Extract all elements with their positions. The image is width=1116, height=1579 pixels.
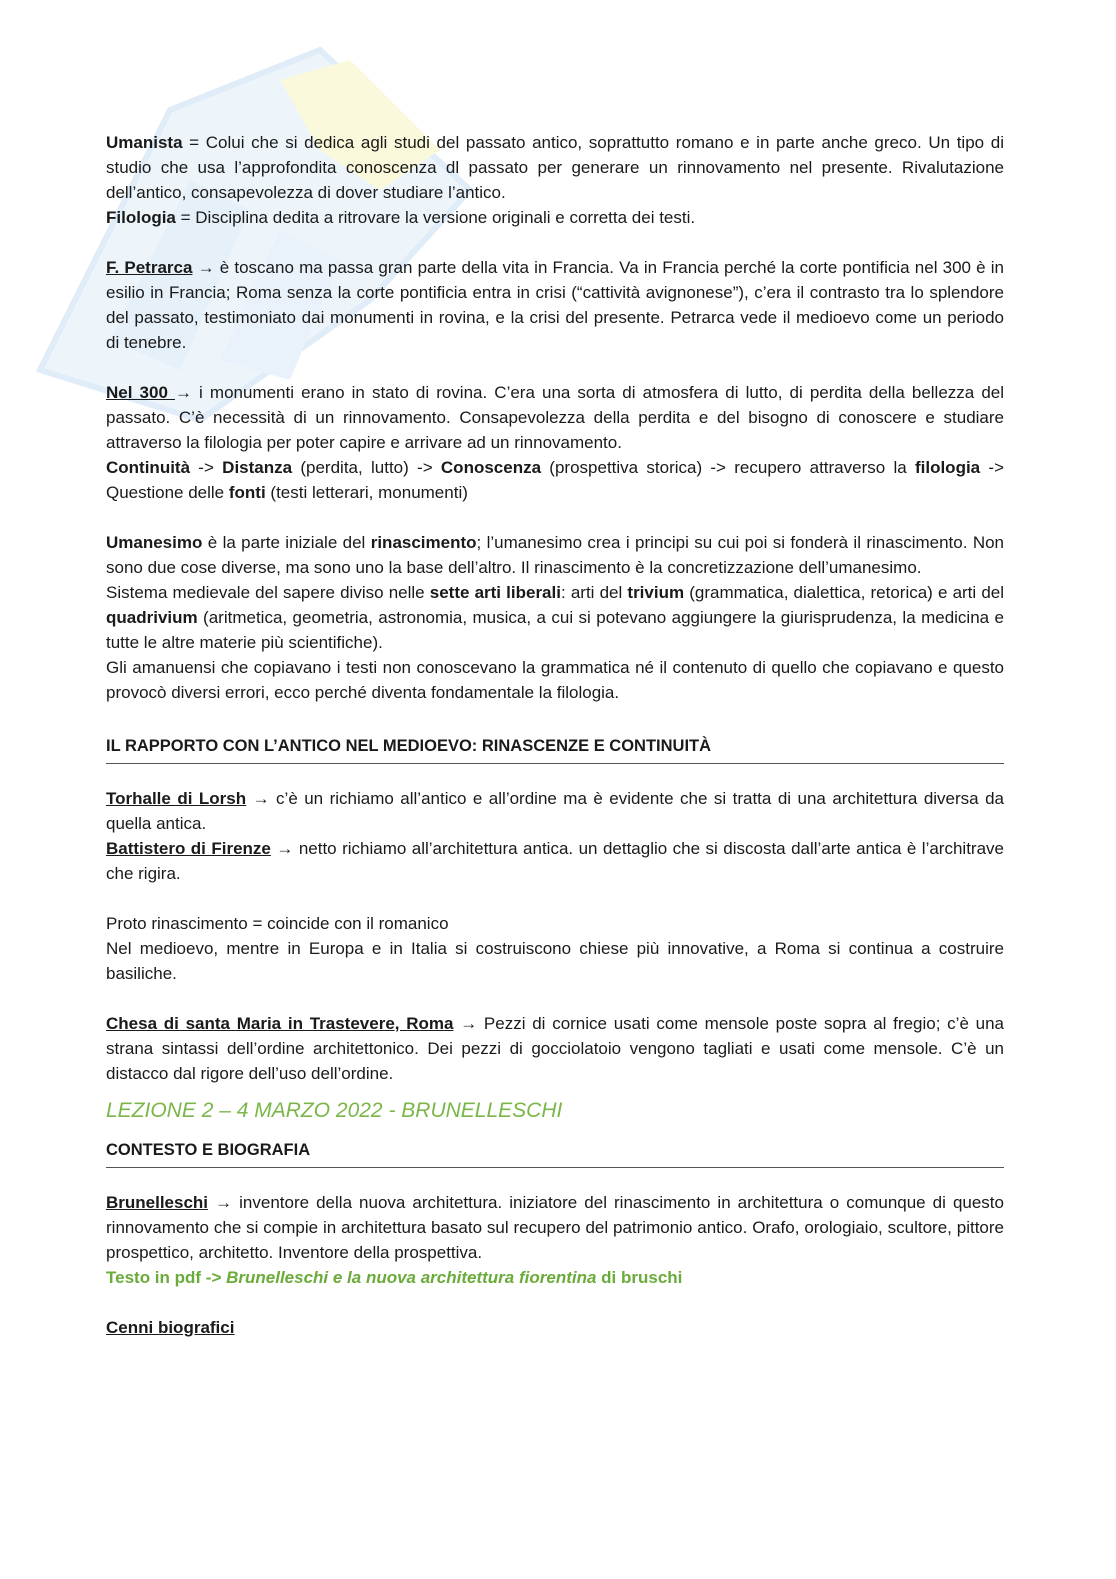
- paragraph-arti-liberali: Sistema medievale del sapere diviso nelle sette arti liberali: arti del trivium (grammatica, dialettica, retorica) e arti del quadrivium (aritmetica, geometria, astronomia, musica, a cui si potevano aggiungere la giurisprudenza, la medicina e tutte le altre materie più scientifiche).: [106, 583, 1005, 652]
- term-petrarca: F. Petrarca: [106, 258, 193, 277]
- paragraph-petrarca: F. Petrarca → è toscano ma passa gran parte della vita in Francia. Va in Francia perché la corte pontificia nel 300 è in esilio in Francia; Roma senza la corte pontificia entra in crisi (“cattività avignonese”), c’era il contrasto tra lo splendore del passato, testimoniato dai monumenti in rovina, e la crisi del presente. Petrarca vede il medioevo come un periodo di tenebre.: [106, 258, 1005, 352]
- document-page: [106, 130, 1004, 1340]
- term-filologia: Filologia: [106, 208, 176, 227]
- section-heading-rapporto-antico: IL RAPPORTO CON L’ANTICO NEL MEDIOEVO: RINASCENZE E CONTINUITÀ: [106, 734, 1004, 764]
- paragraph-battistero: Battistero di Firenze → netto richiamo all’architettura antica. un dettaglio che si discosta dall’arte antica è l’architrave che rigira.: [106, 839, 1004, 883]
- paragraph-testo-pdf: Testo in pdf -> Brunelleschi e la nuova architettura fiorentina di bruschi: [106, 1268, 683, 1287]
- paragraph-continuita: Continuità -> Distanza (perdita, lutto) -> Conoscenza (prospettiva storica) -> recupero attraverso la filologia -> Questione delle fonti (testi letterari, monumenti): [106, 458, 1004, 502]
- paragraph-umanesimo: Umanesimo è la parte iniziale del rinascimento; l’umanesimo crea i principi su cui poi si fonderà il rinascimento. Non sono due cose diverse, ma sono uno la base dell’altro. Il rinascimento è la concretizzazione dell’umanesimo.: [106, 533, 1005, 577]
- paragraph-filologia: Filologia = Disciplina dedita a ritrovare la versione originali e corretta dei testi.: [106, 208, 696, 227]
- paragraph-brunelleschi: Brunelleschi → inventore della nuova architettura. iniziatore del rinascimento in architettura o comunque di questo rinnovamento che si compie in architettura basato sul recupero del patrimonio antico. Orafo, orologiaio, scultore, pittore prospettico, architetto. Inventore della prospettiva.: [106, 1193, 1004, 1262]
- arrow-right-icon: →: [208, 1193, 233, 1212]
- lesson-title: LEZIONE 2 – 4 MARZO 2022 - BRUNELLESCHI: [106, 1099, 563, 1122]
- paragraph-proto-rinascimento: Proto rinascimento = coincide con il romanico: [106, 914, 449, 933]
- arrow-right-icon: →: [270, 839, 294, 858]
- paragraph-nel-300: Nel 300 → i monumenti erano in stato di rovina. C’era una sorta di atmosfera di lutto, di perdita della bellezza del passato. C’è necessità di un rinnovamento. Consapevolezza della perdita e del bisogno di conoscere e studiare attraverso la filologia per poter capire e arrivare ad un rinnovamento.: [106, 383, 1005, 452]
- term-umanista: Umanista: [106, 133, 183, 152]
- section-heading-contesto: CONTESTO E BIOGRAFIA: [106, 1138, 1004, 1168]
- arrow-right-icon: →: [174, 383, 192, 402]
- paragraph-cenni-biografici: Cenni biografici: [106, 1318, 235, 1337]
- arrow-right-icon: →: [453, 1014, 478, 1033]
- paragraph-umanista: Umanista = Colui che si dedica agli studi del passato antico, soprattutto romano e in parte anche greco. Un tipo di studio che usa l’approfondita conoscenza dl passato per generare un rinnovamento nel presente. Rivalutazione dell’antico, consapevolezza di dover studiare l’antico.: [106, 133, 1004, 202]
- paragraph-amanuensi: Gli amanuensi che copiavano i testi non conoscevano la grammatica né il contenuto di quello che copiavano e questo provocò diversi errori, ecco perché diventa fondamentale la filologia.: [106, 658, 1004, 702]
- paragraph-santa-maria: Chesa di santa Maria in Trastevere, Roma → Pezzi di cornice usati come mensole poste sopra al fregio; c’è una strana sintassi dell’ordine architettonico. Dei pezzi di gocciolatoio vengono tagliati e usati come mensole. C’è un distacco dal rigore dell’uso dell’ordine.: [106, 1014, 1004, 1083]
- term-nel-300: Nel 300: [106, 383, 175, 402]
- arrow-right-icon: →: [192, 258, 215, 277]
- paragraph-medioevo-roma: Nel medioevo, mentre in Europa e in Italia si costruiscono chiese più innovative, a Roma si continua a costruire basiliche.: [106, 939, 1004, 983]
- arrow-right-icon: →: [246, 789, 270, 808]
- paragraph-torhalle: Torhalle di Lorsh → c’è un richiamo all’antico e all’ordine ma è evidente che si tratta di una architettura diversa da quella antica.: [106, 789, 1004, 833]
